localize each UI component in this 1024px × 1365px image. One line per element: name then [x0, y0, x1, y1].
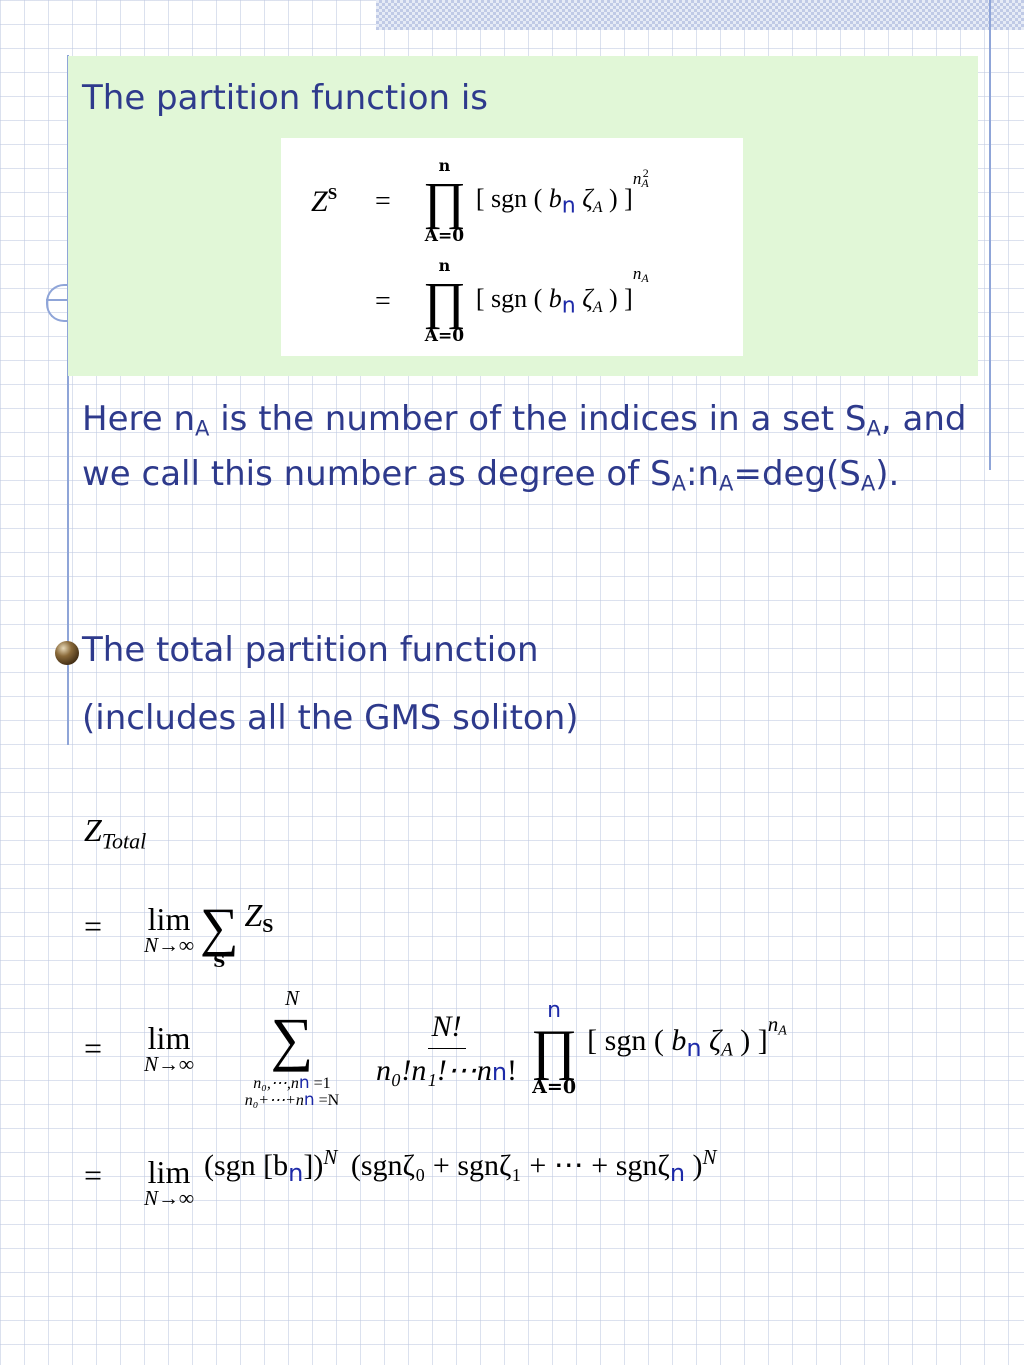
degree-definition-paragraph: Here $n_A$ is the number of the indices in a set $S_A$, and we call this number as degree of $S_A:n_A=deg(S_A)$.	[82, 399, 967, 496]
formula2-line1: = lim N→∞ ∑ S ZS	[84, 897, 274, 972]
bullet-line1: The total partition function	[82, 630, 539, 670]
formula2-line3: = lim N→∞ (sgn $[b_n])^N$ (sgnζ₀ + sgnζ₁ + ⋯ + sgnζ$_n$ )$^N$	[84, 1144, 717, 1210]
formula1-row1: $Z^S$ = n ∏ A=0 [ sgn ( $b_n$ ζA ) ] $n_A^2$	[311, 156, 649, 246]
ztotal-label: $Z_{Total}$	[84, 812, 147, 854]
intro-text: The partition function is	[82, 78, 489, 118]
formula1-row2: = n ∏ A=0 [ sgn ( $b_n$ ζA ) ] $n_A$	[375, 256, 649, 346]
bullet-line2: (includes all the GMS soliton)	[82, 698, 579, 738]
formula2-line2: = lim N→∞ N ∑ n₀,⋯,nn =1 n₀+⋯+nn =N $\frac{N!}{\text{n₀!n₁!⋯nn!}}$ n ∏ A=0 [ sgn ( $b_n$ ζA ) ] $n_A$	[84, 986, 787, 1110]
